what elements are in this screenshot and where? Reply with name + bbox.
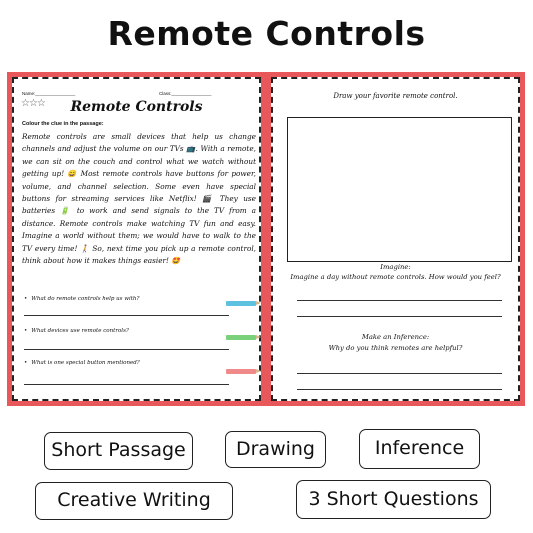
draw-caption: Draw your favorite remote control. bbox=[333, 92, 458, 100]
answer-line-1[interactable] bbox=[24, 315, 229, 316]
question-3-text: What is one special button mentioned? bbox=[31, 360, 140, 366]
question-2: • What devices use remote controls? bbox=[24, 328, 129, 334]
inference-answer-line-1[interactable] bbox=[297, 373, 502, 374]
tag-inference: Inference bbox=[359, 429, 480, 469]
imagine-heading: Imagine: bbox=[380, 263, 411, 271]
tag-drawing: Drawing bbox=[225, 431, 326, 468]
question-3: • What is one special button mentioned? bbox=[24, 360, 140, 366]
instruction-text: Colour the clue in the passage: bbox=[22, 121, 104, 127]
question-1-text: What do remote controls help us with? bbox=[31, 296, 140, 302]
pencil-icon bbox=[226, 301, 256, 306]
tag-creative-writing: Creative Writing bbox=[35, 482, 233, 520]
activity-page bbox=[266, 72, 525, 406]
worksheet-title: Remote Controls bbox=[70, 99, 203, 115]
reading-passage: Remote controls are small devices that help us change channels and adjust the volume on our TVs 📺. With a remote, we can sit on the couch and control what we watch without getting up! 😄 Most remote controls have buttons for power, volume, and channel selection. Some even have special buttons for streaming services like Netflix! 🎬 They use batteries 🔋 to work and send signals to the TV from a distance. Remote controls make watching TV fun and easy. Imagine a world without them; we would have to walk to the TV every time! 🚶 So, next time you pick up a remote control, think about how it makes things easier! 🤩 bbox=[22, 132, 256, 266]
imagine-prompt: Imagine a day without remote controls. How would you feel? bbox=[290, 273, 501, 281]
activity-frame bbox=[271, 77, 520, 401]
answer-line-2[interactable] bbox=[24, 349, 229, 350]
question-2-text: What devices use remote controls? bbox=[31, 328, 129, 334]
pencil-icon bbox=[226, 335, 256, 340]
name-field: Name:________________ bbox=[22, 91, 76, 96]
imagine-answer-line-2[interactable] bbox=[297, 316, 502, 317]
imagine-answer-line-1[interactable] bbox=[297, 300, 502, 301]
page-title: Remote Controls bbox=[107, 14, 426, 53]
drawing-box[interactable] bbox=[287, 117, 512, 262]
worksheet-page bbox=[7, 72, 266, 406]
tag-short-passage: Short Passage bbox=[44, 432, 193, 470]
inference-heading: Make an Inference: bbox=[361, 333, 430, 341]
rating-stars-icon: ☆☆☆ bbox=[21, 98, 45, 109]
question-1: • What do remote controls help us with? bbox=[24, 296, 140, 302]
pencil-icon bbox=[226, 369, 256, 374]
inference-answer-line-2[interactable] bbox=[297, 389, 502, 390]
tag-short-questions: 3 Short Questions bbox=[296, 480, 491, 519]
inference-prompt: Why do you think remotes are helpful? bbox=[328, 344, 463, 352]
worksheet-frame bbox=[12, 77, 261, 401]
answer-line-3[interactable] bbox=[24, 384, 229, 385]
class-field: Class:________________ bbox=[159, 91, 212, 96]
